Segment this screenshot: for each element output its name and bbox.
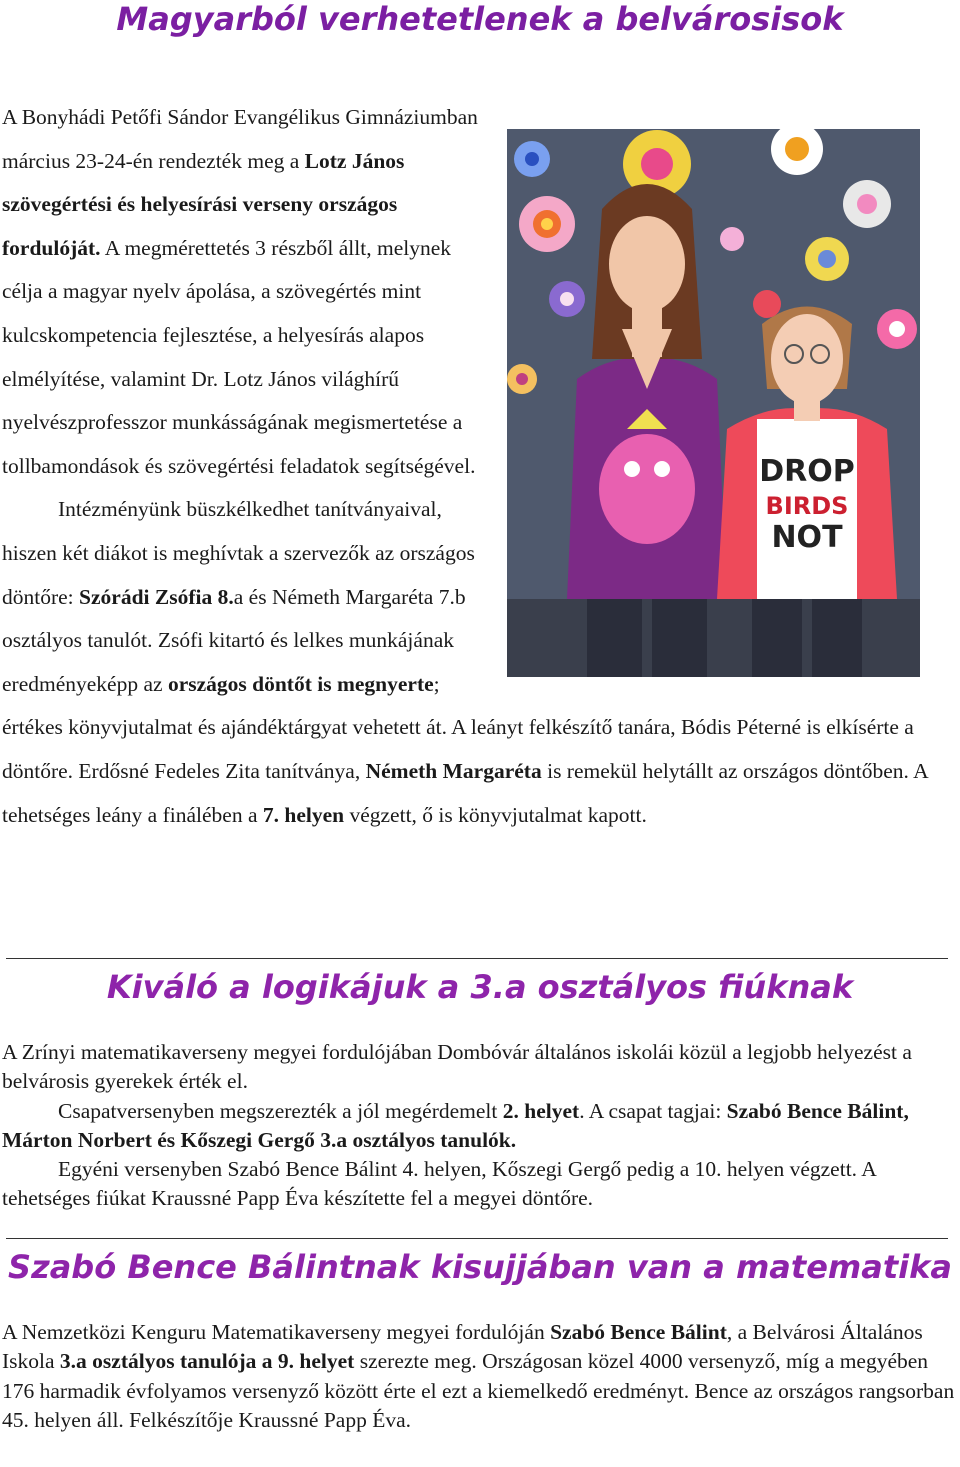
article-title-2: Kiváló a logikájuk a 3.a osztályos fiúknak (106, 968, 854, 1006)
article1-sentence-6: is remekül helytállt az országos döntőben. A tehetséges leány a finálében a (2, 758, 928, 827)
shirt-print-line-3: NOT (771, 520, 843, 555)
shirt-print-line-1: DROP (759, 454, 855, 489)
article-body-1 (2, 96, 942, 837)
article3-sentence-1: A Nemzetközi Kenguru Matematikaverseny megyei fordulóján (2, 1320, 551, 1344)
article3-sentence-2: , a Belvárosi Általános Iskola (2, 1320, 923, 1374)
article1-bold-5: 7. helyen (262, 802, 345, 827)
article3-bold-2: 3.a osztályos tanulója a 9. helyet (59, 1349, 355, 1374)
article1-sentence-2: A megmérettetés 3 részből állt, melynek célja a magyar nyelv ápolása, a szövegértés mint kulcskompetencia fejlesztése, a helyesírás alapos elmélyítése, valamint Dr. Lotz János világhírű nyelvészprofesszor munkásságának megismertetése a tollbamondások és szövegértési feladatok segítségével. (2, 235, 476, 478)
article3-sentence-3: szerezte meg. Országosan közel 4000 versenyző, míg a megyében 176 harmadik évfolyamos versenyző között érte el ezt a kiemelkedő eredményt. Bence az országos rangsorban 45. helyen áll. Felkészítője Kraussné Papp Éva. (2, 1349, 955, 1432)
article1-class-letter: a (233, 584, 244, 609)
article3-bold-1: Szabó Bence Bálint (550, 1320, 727, 1344)
article2-sentence-3: . A csapat tagjai: (579, 1098, 727, 1123)
article2-bold-2: Szabó Bence Bálint, Márton Norbert és Kőszegi Gergő 3.a osztályos tanulók. (2, 1098, 909, 1152)
article-body-2 (2, 1038, 957, 1214)
article-title-3: Szabó Bence Bálintnak kisujjában van a matematika (8, 1248, 952, 1286)
article1-sentence-7: végzett, ő is könyvjutalmat kapott. (344, 802, 647, 827)
article1-sentence-4: és Németh Margaréta 7.b osztályos tanulót. Zsófi kitartó és lelkes munkájának eredményeképp az (2, 584, 466, 696)
article2-sentence-2: Csapatversenyben megszerezték a jól megérdemelt (58, 1098, 503, 1123)
article1-bold-2: Szórádi Zsófia 8. (79, 584, 234, 609)
section-divider (6, 1238, 948, 1239)
article-title-1: Magyarból verhetetlenek a belvárosisok (116, 0, 844, 38)
section-divider (6, 958, 948, 959)
article1-sentence-3: Intézményünk büszkélkedhet tanítványaival, hiszen két diákot is meghívtak a szervezők az országos döntőre: (2, 497, 475, 609)
article1-sentence-1: A Bonyhádi Petőfi Sándor Evangélikus Gimnáziumban március 23-24-én rendezték meg a (2, 105, 478, 173)
article2-sentence-4: Egyéni versenyben Szabó Bence Bálint 4. helyen, Kőszegi Gergő pedig a 10. helyen végzett. A tehetséges fiúkat Kraussné Papp Éva készítette fel a megyei döntőre. (2, 1157, 876, 1211)
article1-bold-1: Lotz János szövegértési és helyesírási verseny országos fordulóját. (2, 148, 405, 260)
article1-bold-4: Németh Margaréta (365, 758, 542, 783)
article1-bold-3: országos döntőt is megnyerte (167, 671, 434, 696)
article-body-3 (2, 1318, 957, 1435)
students-photo (507, 129, 920, 677)
article2-bold-1: 2. helyet (502, 1098, 580, 1123)
article1-sentence-5: ; értékes könyvjutalmat és ajándéktárgyat vehetett át. A leányt felkészítő tanára, Bódis Péterné is elkísérte a döntőre. Erdősné Fedeles Zita tanítványa, (2, 671, 914, 783)
shirt-print-line-2: BIRDS (765, 492, 849, 520)
article2-sentence-1: A Zrínyi matematikaverseny megyei fordulójában Dombóvár általános iskolái közül a legjobb helyezést a belvárosis gyerekek érték el. (2, 1040, 912, 1094)
